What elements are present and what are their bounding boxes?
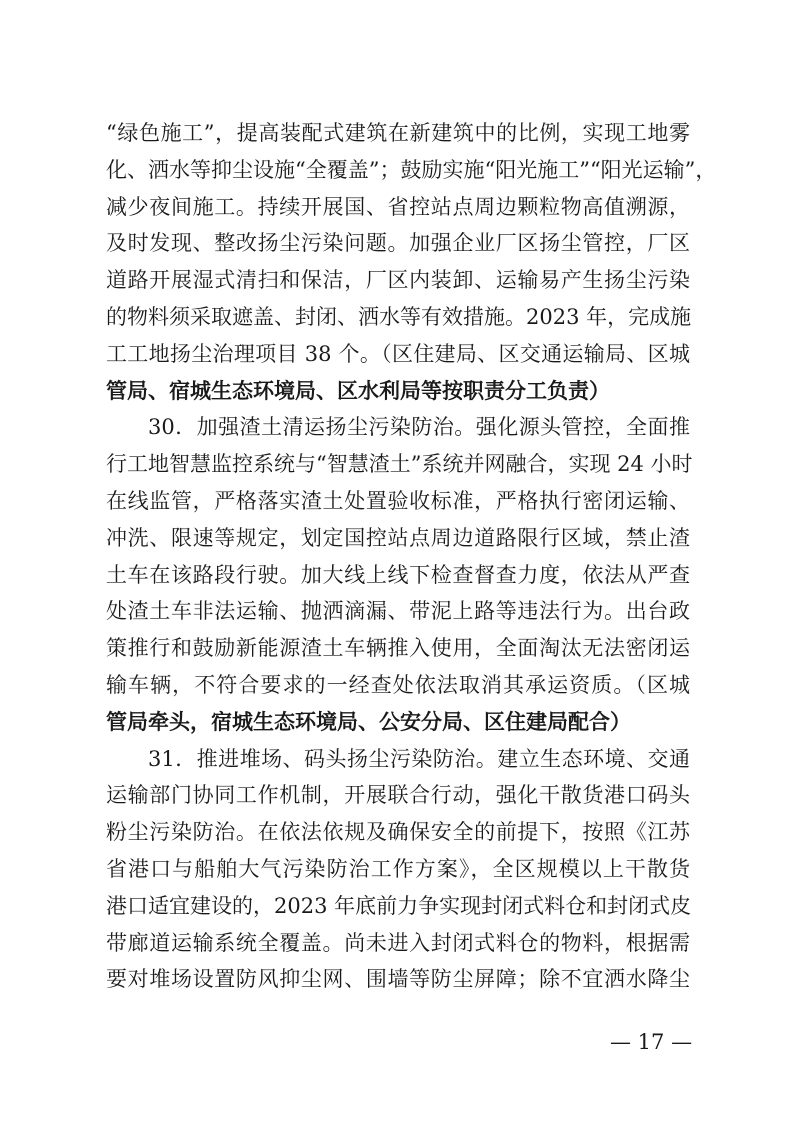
page-number: — 17 — <box>610 1030 693 1054</box>
text-line: 行工地智慧监控系统与“智慧渣土”系统并网融合，实现 24 小时 <box>106 452 693 477</box>
text-line: 粉尘污染防治。在依法依规及确保安全的前提下，按照《江苏 <box>106 820 690 845</box>
text-line: 管局牵头，宿城生态环境局、公安分局、区住建局配合） <box>106 708 631 734</box>
paragraph-item-31 <box>106 741 690 999</box>
text-line: 港口适宜建设的，2023 年底前力争实现封闭式料仓和封闭式皮 <box>106 893 692 918</box>
paragraph-green-construction <box>106 115 717 409</box>
paragraph-item-30 <box>106 409 693 740</box>
text-line: 工工地扬尘治理项目 38 个。（区住建局、区交通运输局、区城 <box>106 341 690 366</box>
text-line: 带廊道运输系统全覆盖。尚未进入封闭式料仓的物料，根据需 <box>106 930 690 955</box>
text-line: 道路开展湿式清扫和保洁，厂区内装卸、运输易产生扬尘污染 <box>106 268 690 293</box>
text-line: 省港口与船舶大气污染防治工作方案》，全区规模以上干散货 <box>106 856 690 881</box>
text-line: 运输部门协同工作机制，开展联合行动，强化干散货港口码头 <box>106 783 690 808</box>
text-line: 冲洗、限速等规定，划定国控站点周边道路限行区域，禁止渣 <box>106 525 690 550</box>
text-line: 土车在该路段行驶。加大线上线下检查督查力度，依法从严查 <box>106 562 690 587</box>
text-line: “绿色施工”，提高装配式建筑在新建筑中的比例，实现工地雾 <box>106 121 690 145</box>
text-line: 输车辆，不符合要求的一经查处依法取消其承运资质。（区城 <box>106 672 690 697</box>
body-text <box>106 115 717 998</box>
text-line: 在线监管，严格落实渣土处置验收标准，严格执行密闭运输、 <box>106 488 690 513</box>
text-line: 策推行和鼓励新能源渣土车辆推入使用，全面淘汰无法密闭运 <box>106 636 690 661</box>
text-line: 31．推进堆场、码头扬尘污染防治。建立生态环境、交通 <box>148 746 690 771</box>
text-line: 化、洒水等抑尘设施“全覆盖”；鼓励实施“阳光施工”“阳光运输”， <box>106 157 717 182</box>
text-line: 的物料须采取遮盖、封闭、洒水等有效措施。2023 年，完成施 <box>106 304 692 329</box>
text-line: 减少夜间施工。持续开展国、省控站点周边颗粒物高值溯源， <box>106 194 690 219</box>
text-line: 处渣土车非法运输、抛洒滴漏、带泥上路等违法行为。出台政 <box>106 599 690 624</box>
text-line: 30．加强渣土清运扬尘污染防治。强化源头管控，全面推 <box>148 415 690 440</box>
text-line: 管局、宿城生态环境局、区水利局等按职责分工负责） <box>106 377 610 403</box>
text-line: 及时发现、整改扬尘污染问题。加强企业厂区扬尘管控，厂区 <box>106 231 690 256</box>
text-line: 要对堆场设置防风抑尘网、围墙等防尘屏障；除不宜洒水降尘 <box>106 967 690 992</box>
